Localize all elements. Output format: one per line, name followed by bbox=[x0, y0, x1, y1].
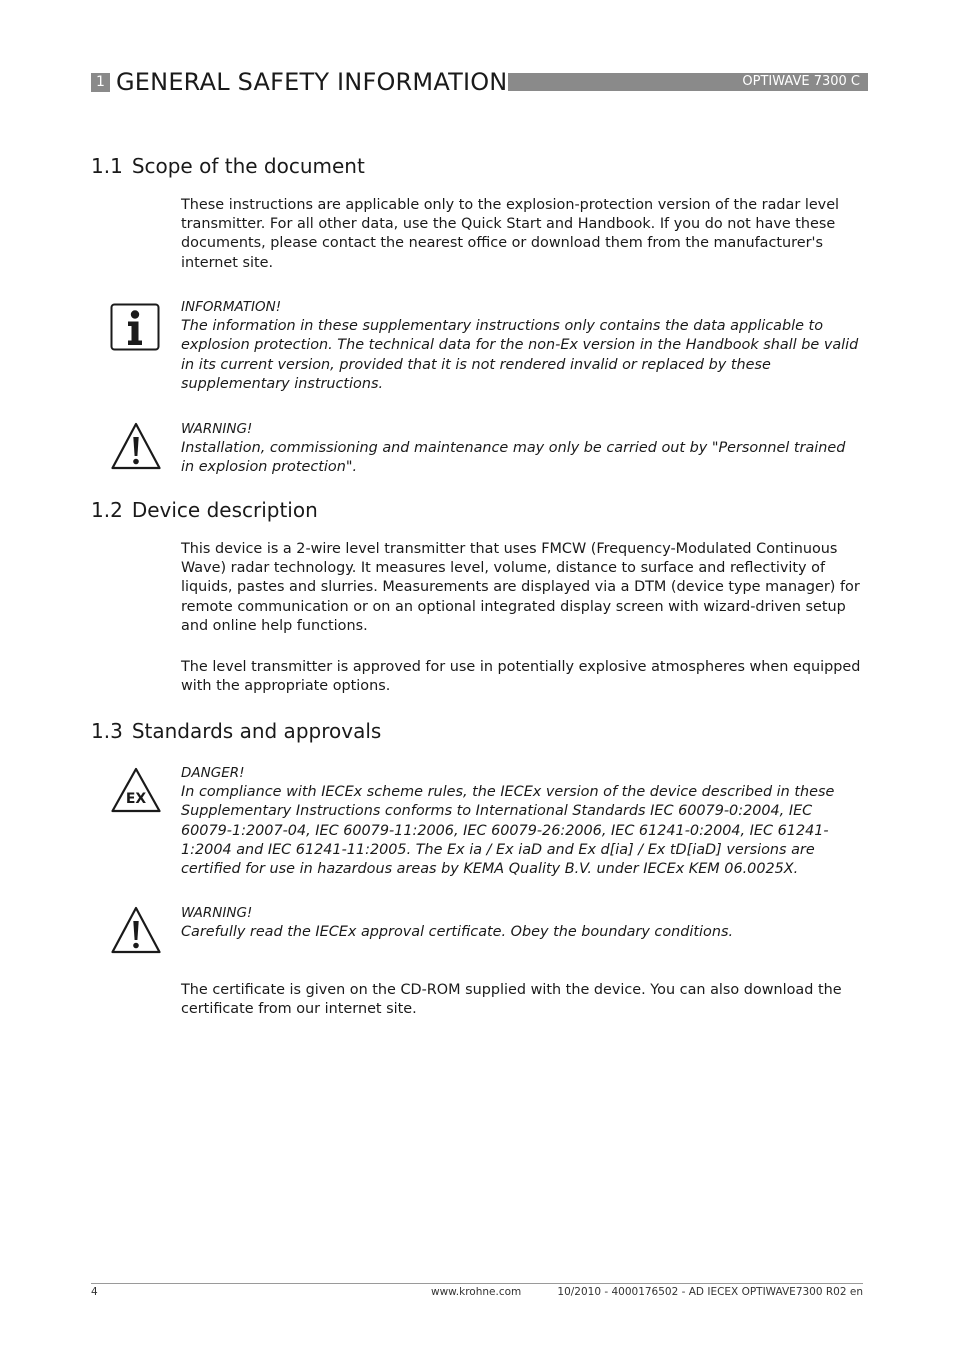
section-heading-scope bbox=[91, 154, 365, 178]
warning-label: WARNING! bbox=[181, 905, 253, 921]
device-paragraph-1: This device is a 2-wire level transmitter that uses FMCW (Frequency-Modulated Continuous Wave) radar technology. It measures level, volume, distance to surface and reflectivity of liquids, pastes and slurries. Measurements are displayed via a DTM (device type manager) for remote communication or on an optional integrated display screen with wizard-driven setup and online help functions. bbox=[181, 541, 860, 634]
warning-note-personnel bbox=[181, 420, 863, 478]
danger-label: DANGER! bbox=[181, 765, 245, 781]
section-heading-device bbox=[91, 498, 318, 522]
warning-note-certificate bbox=[181, 904, 863, 942]
section-number: 1.3 bbox=[91, 719, 123, 743]
certificate-paragraph: The certificate is given on the CD-ROM supplied with the device. You can also download the certificate from our internet site. bbox=[181, 982, 842, 1018]
device-paragraph-2: The level transmitter is approved for use in potentially explosive atmospheres when equipped with the appropriate options. bbox=[181, 659, 861, 695]
header-bar bbox=[508, 73, 868, 91]
warning-icon bbox=[110, 905, 162, 955]
section-number: 1.2 bbox=[91, 498, 123, 522]
section-title: Scope of the document bbox=[131, 154, 365, 178]
ex-icon-text: EX bbox=[125, 791, 147, 807]
danger-note bbox=[181, 764, 863, 879]
section-number: 1.1 bbox=[91, 154, 123, 178]
information-label: INFORMATION! bbox=[181, 299, 282, 315]
warning-text: Carefully read the IECEx approval certificate. Obey the boundary conditions. bbox=[181, 924, 734, 941]
warning-label: WARNING! bbox=[181, 421, 253, 437]
chapter-number: 1 bbox=[91, 73, 110, 92]
page-header bbox=[91, 68, 868, 96]
danger-text: In compliance with IECEx scheme rules, the IECEx version of the device described in these Supplementary Instructions conforms to International Standards IEC 60079-0:2004, IEC 60079-1:2007-04, IEC 60079-11:2006, IEC 60079-26:2006, IEC 61241-0:2004, IEC 61241-1:2004 and IEC 61241-11:2005. The Ex ia / Ex iaD and Ex d[ia] / Ex tD[iaD] versions are certified for use in hazardous areas by KEMA Quality B.V. under IECEx KEM 06.0025X. bbox=[181, 784, 835, 878]
section-title: Device description bbox=[131, 498, 318, 522]
footer-divider bbox=[91, 1283, 863, 1284]
warning-text: Installation, commissioning and maintenance may only be carried out by "Personnel trained in explosion protection". bbox=[181, 440, 846, 476]
warning-icon bbox=[110, 421, 162, 471]
chapter-title: GENERAL SAFETY INFORMATION bbox=[116, 68, 508, 96]
footer-document-reference: 10/2010 - 4000176502 - AD IECEX OPTIWAVE7300 R02 en bbox=[557, 1286, 863, 1298]
information-text: The information in these supplementary instructions only contains the data applicable to explosion protection. The technical data for the non-Ex version in the Handbook shall be valid in its current version, provided that it is not rendered invalid or replaced by these supplementary instructions. bbox=[181, 318, 859, 392]
ex-danger-icon bbox=[110, 766, 162, 814]
page-number: 4 bbox=[91, 1286, 98, 1298]
product-name: OPTIWAVE 7300 C bbox=[742, 74, 860, 89]
information-icon bbox=[110, 303, 160, 351]
information-note bbox=[181, 298, 863, 394]
footer-website: www.krohne.com bbox=[431, 1286, 522, 1298]
section-title: Standards and approvals bbox=[131, 719, 382, 743]
section-heading-standards bbox=[91, 719, 381, 743]
scope-paragraph: These instructions are applicable only to the explosion-protection version of the radar level transmitter. For all other data, use the Quick Start and Handbook. If you do not have these documents, please contact the nearest office or download them from the manufacturer's internet site. bbox=[181, 197, 840, 271]
